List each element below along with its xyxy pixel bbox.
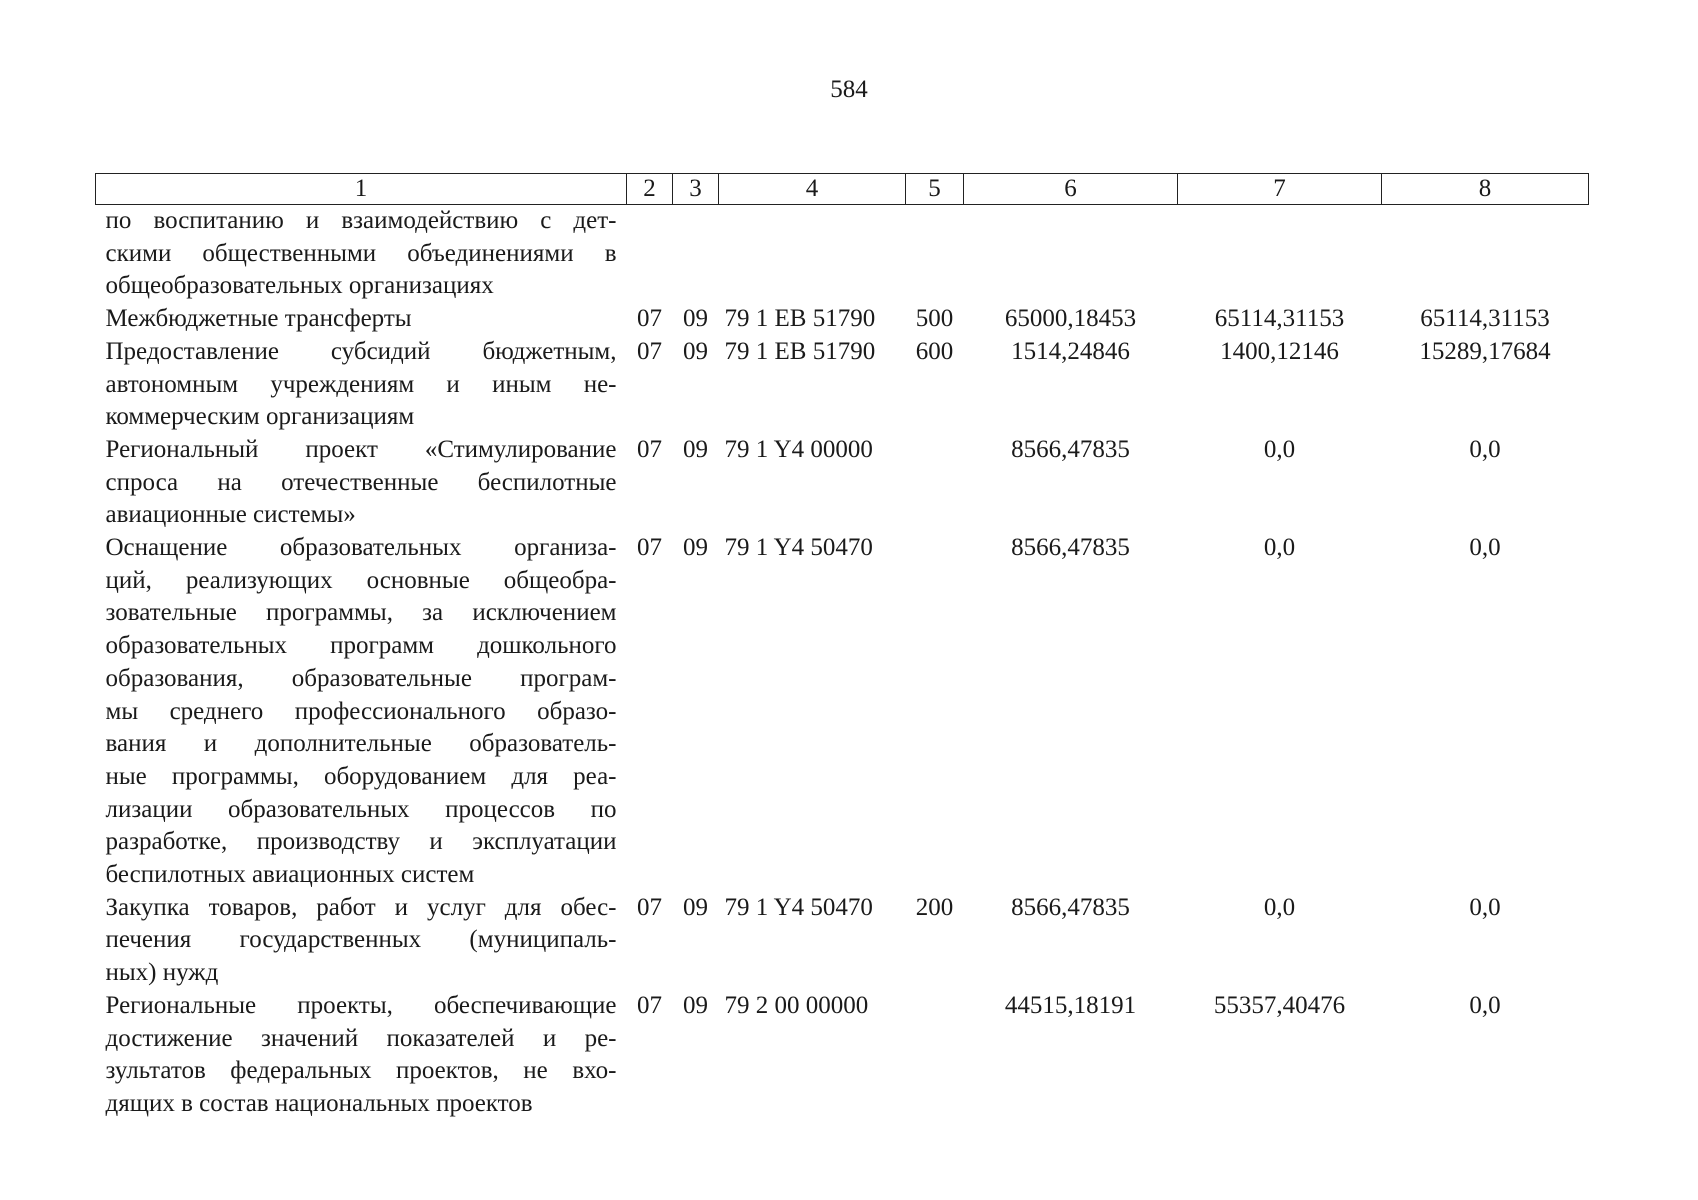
- table-header: [96, 174, 1589, 205]
- cell-c2: 07: [637, 337, 662, 365]
- row-name-line: достижение значений показателей и ре-: [105, 1024, 617, 1052]
- cell-c4: 79 1 Y4 50470: [724, 534, 873, 562]
- cell-c4: 79 1 ЕВ 51790: [724, 337, 876, 365]
- row-name-line: Межбюджетные трансферты: [105, 305, 412, 333]
- cell-c5: [906, 205, 964, 304]
- cell-c7: 0,0: [1263, 893, 1296, 921]
- cell-c5: 600: [915, 337, 954, 365]
- cell-c3: 09: [683, 534, 708, 562]
- header-col-1: 1: [96, 174, 627, 205]
- header-col-6: 6: [964, 174, 1178, 205]
- cell-c7: [1178, 205, 1382, 304]
- cell-c4: 79 1 Y4 50470: [724, 893, 873, 921]
- cell-c6: 8566,47835: [1011, 534, 1130, 562]
- cell-c6: 8566,47835: [1011, 893, 1130, 921]
- row-name-cell: [96, 892, 627, 990]
- cell-c7: 65114,31153: [1214, 305, 1345, 333]
- row-name-line: спроса на отечественные беспилотные: [105, 468, 617, 496]
- table-row: [96, 532, 1589, 892]
- cell-c2: 07: [637, 893, 662, 921]
- cell-c3: [673, 205, 719, 304]
- cell-c7: 55357,40476: [1213, 991, 1346, 1019]
- cell-c3: 09: [683, 893, 708, 921]
- row-name-line: образования, образовательные програм-: [105, 664, 617, 692]
- cell-c8: [1382, 205, 1589, 304]
- row-name-line: зовательные программы, за исключением: [105, 599, 617, 627]
- header-row: [96, 174, 1589, 205]
- row-name-line: зультатов федеральных проектов, не вхо-: [105, 1057, 617, 1085]
- table-body: [96, 205, 1589, 1121]
- row-name-line: ных) нужд: [105, 959, 219, 987]
- cell-c6: 65000,18453: [1004, 305, 1137, 333]
- cell-c8: 0,0: [1469, 534, 1501, 562]
- row-name-cell: [96, 303, 627, 336]
- row-name-line: ные программы, оборудованием для реа-: [105, 762, 617, 790]
- row-name-line: образовательных программ дошкольного: [105, 632, 617, 660]
- cell-c7: 0,0: [1263, 534, 1296, 562]
- table-row: [96, 892, 1589, 990]
- row-name-line: автономным учреждениям и иным не-: [105, 370, 617, 398]
- table-row: [96, 303, 1589, 336]
- cell-c3: 09: [683, 991, 708, 1019]
- cell-c7: 1400,12146: [1220, 337, 1339, 365]
- table-row: [96, 205, 1589, 304]
- table-row: [96, 990, 1589, 1121]
- cell-c5: 200: [915, 893, 954, 921]
- row-name-line: по воспитанию и взаимодействию с дет-: [105, 207, 617, 234]
- cell-c5: 500: [915, 305, 954, 333]
- row-name-line: мы среднего профессионального образо-: [105, 697, 617, 725]
- cell-c2: 07: [637, 991, 662, 1019]
- cell-c6: [964, 205, 1178, 304]
- row-name-line: Предоставление субсидий бюджетным,: [105, 337, 617, 365]
- cell-c2: [627, 205, 673, 304]
- cell-c4: 79 2 00 00000: [724, 991, 869, 1019]
- table-row: [96, 336, 1589, 434]
- page-number: 584: [830, 76, 868, 103]
- row-name-line: коммерческим организациям: [105, 403, 415, 431]
- row-name-cell: [96, 532, 627, 892]
- row-name-line: Закупка товаров, работ и услуг для обес-: [105, 893, 617, 921]
- row-name-cell: [96, 990, 627, 1121]
- budget-table: [95, 173, 1589, 1121]
- cell-c2: 07: [637, 435, 662, 463]
- row-name-cell: [96, 336, 627, 434]
- cell-c4: 79 1 ЕВ 51790: [724, 305, 876, 333]
- cell-c5: [906, 532, 964, 892]
- table-row: [96, 434, 1589, 532]
- row-name-line: вания и дополнительные образователь-: [105, 730, 617, 758]
- header-col-4: 4: [719, 174, 906, 205]
- cell-c6: 44515,18191: [1004, 991, 1137, 1019]
- row-name-cell: [96, 205, 627, 304]
- cell-c5: [906, 434, 964, 532]
- cell-c2: 07: [637, 305, 662, 333]
- header-col-5: 5: [906, 174, 964, 205]
- cell-c3: 09: [683, 337, 708, 365]
- header-col-2: 2: [627, 174, 673, 205]
- cell-c7: 0,0: [1263, 435, 1296, 463]
- row-name-line: Региональный проект «Стимулирование: [105, 435, 617, 463]
- row-name-line: печения государственных (муниципаль-: [105, 926, 617, 954]
- row-name-line: авиационные системы»: [105, 501, 356, 529]
- cell-c8: 0,0: [1469, 435, 1501, 463]
- row-name-line: Оснащение образовательных организа-: [105, 534, 617, 562]
- row-name-line: дящих в состав национальных проектов: [105, 1089, 533, 1117]
- cell-c2: 07: [637, 534, 662, 562]
- row-name-line: беспилотных авиационных систем: [105, 861, 475, 889]
- header-col-7: 7: [1178, 174, 1382, 205]
- row-name-line: лизации образовательных процессов по: [105, 795, 617, 823]
- cell-c8: 0,0: [1469, 893, 1501, 921]
- header-col-3: 3: [673, 174, 719, 205]
- row-name-line: Региональные проекты, обеспечивающие: [105, 991, 617, 1019]
- row-name-line: скими общественными объединениями в: [105, 239, 617, 267]
- cell-c5: [906, 990, 964, 1121]
- cell-c3: 09: [683, 435, 708, 463]
- cell-c8: 15289,17684: [1419, 337, 1551, 365]
- cell-c8: 0,0: [1469, 991, 1501, 1019]
- row-name-line: разработке, производству и эксплуатации: [105, 828, 617, 856]
- row-name-cell: [96, 434, 627, 532]
- cell-c6: 1514,24846: [1011, 337, 1130, 365]
- row-name-line: общеобразовательных организациях: [105, 272, 494, 300]
- row-name-line: ций, реализующих основные общеобра-: [105, 566, 617, 594]
- cell-c4: [719, 205, 906, 304]
- cell-c8: 65114,31153: [1420, 305, 1550, 333]
- cell-c4: 79 1 Y4 00000: [724, 435, 873, 463]
- cell-c6: 8566,47835: [1011, 435, 1130, 463]
- cell-c3: 09: [683, 305, 708, 333]
- header-col-8: 8: [1382, 174, 1589, 205]
